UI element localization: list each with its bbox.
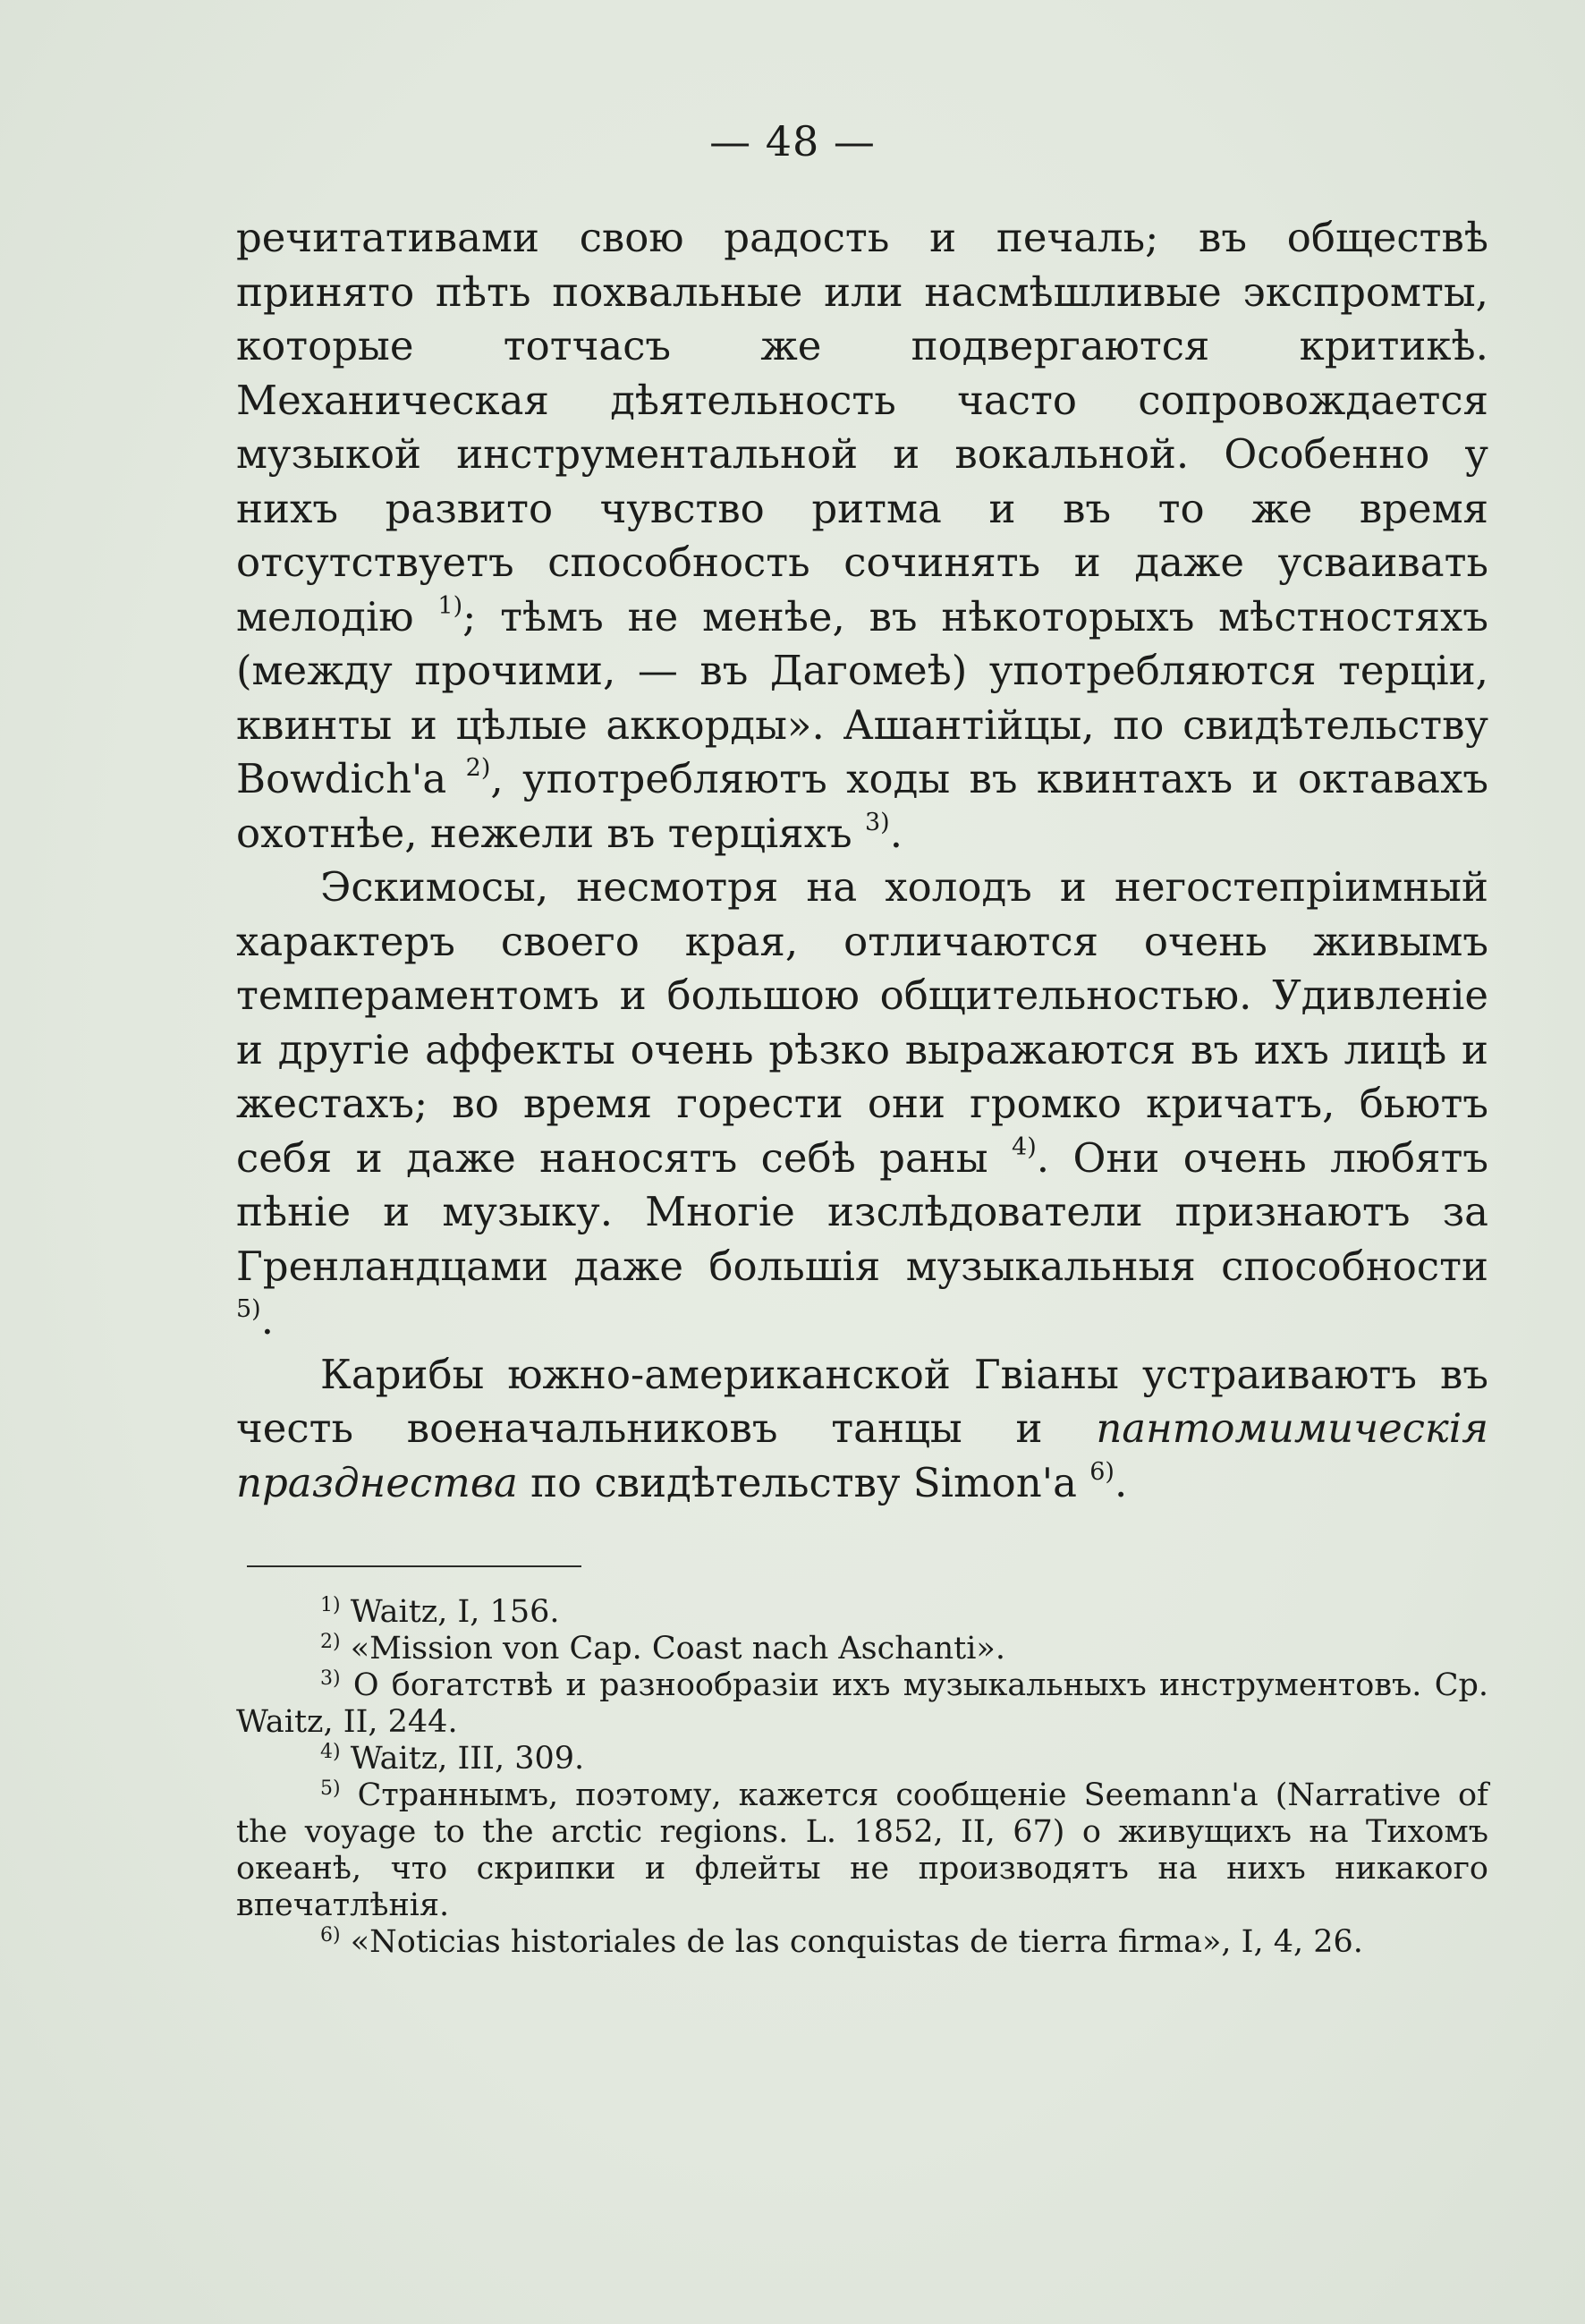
text-run: . (260, 1296, 275, 1344)
footnote (236, 1741, 1488, 1777)
text-run: . (889, 809, 903, 857)
footnote-reference[interactable]: 1) (437, 591, 463, 620)
footnote (236, 1667, 1488, 1741)
footnote-mark: 4) (320, 1741, 341, 1763)
footnote-text: «Mission von Cap. Coast nach Aschanti». (340, 1631, 1005, 1667)
footnote-divider (247, 1565, 581, 1567)
text-run: речитативами свою радость и печаль; въ обществѣ принято пѣть похвальные или насмѣшливые экспромты, которые тотчасъ же подвергаются критикѣ. Механическая дѣятельность часто сопровождается музыкой инструментальной и вокальной. Особенно у нихъ развито чувство ритма и въ то же время отсутствуетъ способность сочинять и даже усваивать мелодію (236, 214, 1488, 640)
paragraph (236, 861, 1488, 1348)
text-run: ; тѣмъ не менѣе, въ нѣкоторыхъ мѣстностяхъ (между прочими, — въ Дагомеѣ) употребляются терціи, квинты и цѣлые аккорды». Ашантійцы, по свидѣтельству Bowdich'a (236, 592, 1488, 802)
footnote (236, 1924, 1488, 1961)
footnote (236, 1777, 1488, 1924)
footnotes-section (236, 1594, 1488, 1961)
emphasized-text: пантомимическія празднества (236, 1404, 1488, 1506)
footnote-text: Страннымъ, поэтому, кажется сообщеніе Seemann'a (Narrative of the voyage to the arctic regions. L. 1852, II, 67) о живущихъ на Тихомъ океанѣ, что скрипки и флейты не производятъ на нихъ никакого впечатлѣнія. (236, 1777, 1488, 1923)
text-run: по свидѣтельству Simon'a (517, 1458, 1090, 1506)
footnote (236, 1594, 1488, 1631)
body-text (236, 211, 1488, 1510)
paragraph (236, 1348, 1488, 1511)
footnote-reference[interactable]: 6) (1089, 1457, 1115, 1486)
footnote-text: «Noticias historiales de las conquistas de tierra firma», I, 4, 26. (340, 1924, 1363, 1960)
footnote-mark: 5) (320, 1777, 341, 1800)
footnote-mark: 1) (320, 1594, 341, 1616)
footnote-reference[interactable]: 3) (865, 808, 890, 836)
text-run: . Они очень любятъ пѣніе и музыку. Многіе изслѣдователи признаютъ за Гренландцами даже большія музыкальныя способности (236, 1133, 1488, 1290)
footnote-reference[interactable]: 4) (1012, 1132, 1037, 1161)
page-number: — 48 — (709, 117, 876, 165)
footnote-text: Waitz, I, 156. (340, 1594, 560, 1630)
text-run: . (1114, 1458, 1128, 1506)
footnote-reference[interactable]: 5) (236, 1295, 261, 1323)
footnote-mark: 3) (320, 1667, 341, 1690)
text-run: Эскимосы, несмотря на холодъ и негостепріимный характеръ своего края, отличаются очень живымъ темпераментомъ и большою общительностью. Удивленіе и другіе аффекты очень рѣзко выражаются въ ихъ лицѣ и жестахъ; во время горести они громко кричатъ, бьютъ себя и даже наносятъ себѣ раны (236, 863, 1488, 1182)
text-run: , употребляютъ ходы въ квинтахъ и октавахъ охотнѣе, нежели въ терціяхъ (236, 755, 1488, 857)
footnote-mark: 2) (320, 1631, 341, 1653)
footnote-mark: 6) (320, 1924, 341, 1947)
footnote-text: Waitz, III, 309. (340, 1741, 585, 1777)
footnote-reference[interactable]: 2) (465, 754, 491, 782)
footnote (236, 1631, 1488, 1667)
paragraph (236, 211, 1488, 861)
footnote-text: О богатствѣ и разнообразіи ихъ музыкальныхъ инструментовъ. Ср. Waitz, II, 244. (236, 1667, 1488, 1740)
text-run: Карибы южно-американской Гвіаны устраиваютъ въ честь военачальниковъ танцы и (236, 1350, 1488, 1452)
